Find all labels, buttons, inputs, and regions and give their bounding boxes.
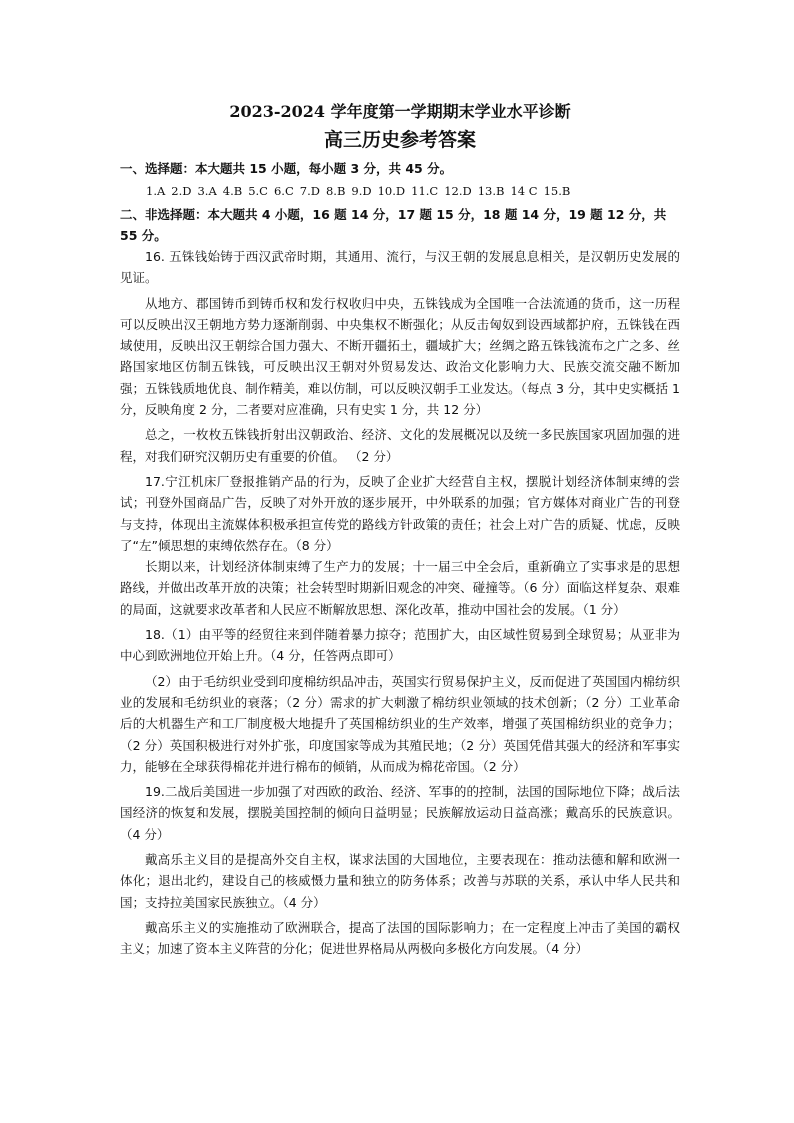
choice-answer: 12.D <box>444 184 472 198</box>
choice-answer: 9.D <box>351 184 372 198</box>
choice-answer: 5.C <box>248 184 268 198</box>
answer-paragraph-19-part1: 19.二战后美国进一步加强了对西欧的政治、经济、军事的的控制，法国的国际地位下降；战后法国经济的恢复和发展，摆脱美国控制的倾向日益明显；民族解放运动日益高涨；戴高乐的民族意识。（4 分） <box>120 784 680 842</box>
answer-paragraph-16-body: 从地方、郡国铸币到铸币权和发行权收归中央，五铢钱成为全国唯一合法流通的货币，这一历程可以反映出汉王朝地方势力逐渐削弱、中央集权不断强化；从反击匈奴到设西域都护府，五铢钱在西域使用，反映出汉王朝综合国力强大、不断开疆拓土，疆域扩大；丝绸之路五铢钱流布之广之多、丝路国家地区仿制五铢钱，可反映出汉王朝对外贸易发达、政治文化影响力大、民族交流交融不断加强；五铢钱质地优良、制作精美，难以仿制，可以反映汉朝手工业发达。（每点 3 分，其中史实概括 1 分，反映角度 2 分，二者要对应准确，只有史实 1 分，共 12 分） <box>120 295 680 418</box>
choice-answer: 11.C <box>411 184 439 198</box>
section-multiple-choice-heading: 一、选择题：本大题共 15 小题，每小题 3 分，共 45 分。 <box>120 161 453 176</box>
choice-answer: 8.B <box>325 184 346 198</box>
choice-answer: 14 C <box>510 184 538 198</box>
answer-paragraph-18-part2: （2）由于毛纺织业受到印度棉纺织品冲击，英国实行贸易保护主义，反而促进了英国国内棉纺织业的发展和毛纺织业的衰落；（2 分）需求的扩大刺激了棉纺织业领域的技术创新；（2 分）工业革命后的大机器生产和工厂制度极大地提升了英国棉纺织业的生产效率，增强了英国棉纺织业的竞争力；（2 分）英国积极进行对外扩张，印度国家等成为其殖民地；（2 分）英国凭借其强大的经济和军事实力，能够在全球获得棉花并进行棉布的倾销，从而成为棉花帝国。（2 分） <box>120 673 680 774</box>
section-essay-heading: 二、非选择题：本大题共 4 小题，16 题 14 分，17 题 15 分，18 题 14 分，19 题 12 分，共 55 分。 <box>120 207 667 243</box>
choice-answer: 7.D <box>299 184 320 198</box>
answer-paragraph-19-part2: 戴高乐主义目的是提高外交自主权，谋求法国的大国地位，主要表现在：推动法德和解和欧洲一体化；退出北约，建设自己的核威慑力量和独立的防务体系；改善与苏联的关系，承认中华人民共和国；支持拉美国家民族独立。（4 分） <box>120 852 680 910</box>
choice-answer: 1.A <box>146 184 166 198</box>
answer-paragraph-17-part1: 17.宁江机床厂登报推销产品的行为，反映了企业扩大经营自主权，摆脱计划经济体制束缚的尝试；刊登外国商品广告，反映了对外开放的逐步展开，中外联系的加强；官方媒体对商业广告的刊登与支持，体现出主流媒体积极承担宣传党的路线方针政策的责任；社会上对广告的质疑、忧虑，反映了“左”倾思想的束缚依然存在。（8 分） <box>120 473 680 553</box>
answer-paragraph-16-intro: 16. 五铢钱始铸于西汉武帝时期，其通用、流行，与汉王朝的发展息息相关，是汉朝历史发展的见证。 <box>120 249 680 286</box>
exam-subtitle: 高三历史参考答案 <box>323 129 476 151</box>
choice-answer: 4.B <box>222 184 243 198</box>
choice-answer-list <box>146 181 680 202</box>
choice-answer: 15.B <box>543 184 571 198</box>
answer-paragraph-17-part2: 长期以来，计划经济体制束缚了生产力的发展；十一届三中全会后，重新确立了实事求是的思想路线，并做出改革开放的决策；社会转型时期新旧观念的冲突、碰撞等。（6 分）面临这样复杂、艰难的局面，这就要求改革者和人民应不断解放思想、深化改革，推动中国社会的发展。（1 分） <box>120 559 680 617</box>
choice-answer: 10.D <box>377 184 406 198</box>
answer-paragraph-18-part1: 18.（1）由平等的经贸往来到伴随着暴力掠夺；范围扩大，由区域性贸易到全球贸易；从亚非为中心到欧洲地位开始上升。（4 分，任答两点即可） <box>120 627 680 664</box>
choice-answer: 3.A <box>197 184 217 198</box>
choice-answer: 2.D <box>171 184 192 198</box>
answer-paragraph-16-summary: 总之，一枚枚五铢钱折射出汉朝政治、经济、文化的发展概况以及统一多民族国家巩固加强的进程，对我们研究汉朝历史有重要的价值。 （2 分） <box>120 427 680 464</box>
document-content <box>120 100 680 964</box>
choice-answer: 6.C <box>273 184 294 198</box>
choice-answer: 13.B <box>477 184 505 198</box>
answer-paragraph-19-part3: 戴高乐主义的实施推动了欧洲联合，提高了法国的国际影响力；在一定程度上冲击了美国的霸权主义；加速了资本主义阵营的分化；促进世界格局从两极向多极化方向发展。（4 分） <box>120 919 680 957</box>
exam-title: 2023-2024 学年度第一学期期末学业水平诊断 <box>229 102 571 121</box>
